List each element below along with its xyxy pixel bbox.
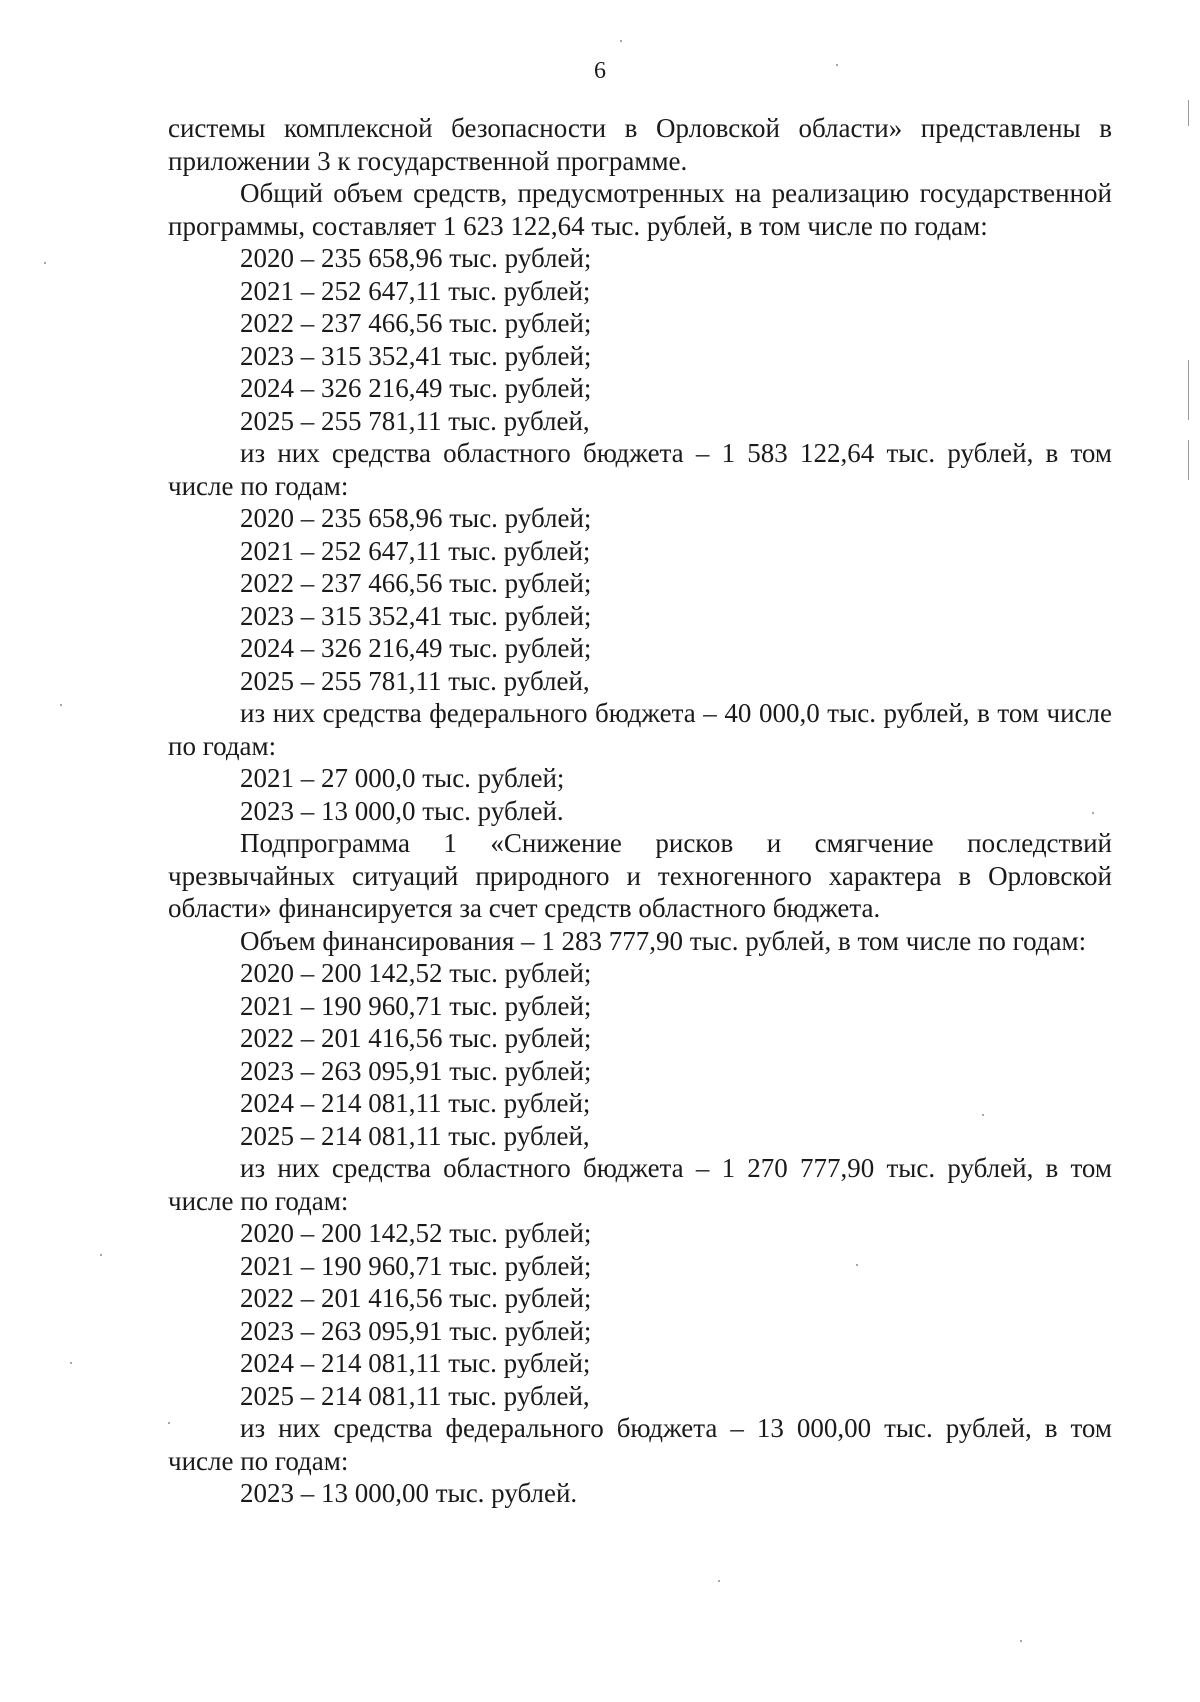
- page-number: 6: [594, 58, 606, 84]
- list-item: 2025 – 255 781,11 тыс. рублей,: [240, 665, 590, 696]
- subprogram-1-federal-by-year-list: [168, 1477, 1112, 1510]
- federal-budget-by-year-list: [168, 762, 1112, 827]
- list-item: 2021 – 190 960,71 тыс. рублей;: [240, 1250, 592, 1281]
- list-item: 2021 – 190 960,71 тыс. рублей;: [240, 990, 592, 1021]
- scan-speck: [620, 40, 622, 42]
- scan-speck: [718, 1580, 720, 1582]
- list-item: 2024 – 214 081,11 тыс. рублей;: [240, 1348, 591, 1378]
- subprogram-1-regional-by-year-list: [168, 1217, 1112, 1412]
- scan-speck: [836, 64, 838, 66]
- list-item: 2024 – 326 216,49 тыс. рублей;: [240, 373, 592, 403]
- list-item: 2022 – 237 466,56 тыс. рублей;: [240, 308, 592, 338]
- list-item: 2020 – 200 142,52 тыс. рублей;: [240, 958, 592, 988]
- paragraph-appendix-reference: системы комплексной безопасности в Орловской области» представлены в приложении 3 к государственной программе.: [168, 113, 1112, 176]
- list-item: 2024 – 214 081,11 тыс. рублей;: [240, 1088, 591, 1118]
- list-item: 2023 – 315 352,41 тыс. рублей;: [240, 340, 592, 371]
- scan-speck: [1020, 1640, 1022, 1642]
- list-item: 2023 – 13 000,00 тыс. рублей.: [240, 1478, 578, 1508]
- list-item: 2025 – 255 781,11 тыс. рублей,: [240, 405, 590, 436]
- scan-edge-mark: [1188, 100, 1189, 126]
- scan-speck: [168, 1422, 170, 1424]
- scan-edge-mark: [1188, 440, 1189, 480]
- list-item: 2022 – 237 466,56 тыс. рублей;: [240, 568, 592, 598]
- paragraph-subprogram-1: Подпрограмма 1 «Снижение рисков и смягчение последствий чрезвычайных ситуаций природного и техногенного характера в Орловской области» финансируется за счет средств областного бюджета.: [168, 828, 1112, 923]
- total-funding-by-year-list: [168, 242, 1112, 437]
- scan-speck: [60, 704, 62, 706]
- list-item: 2021 – 252 647,11 тыс. рублей;: [240, 535, 591, 566]
- list-item: 2023 – 263 095,91 тыс. рублей;: [240, 1315, 592, 1346]
- scan-speck: [982, 1114, 984, 1116]
- scan-speck: [70, 1362, 72, 1364]
- document-body: [168, 112, 1112, 1510]
- regional-budget-by-year-list: [168, 502, 1112, 697]
- list-item: 2023 – 263 095,91 тыс. рублей;: [240, 1055, 592, 1086]
- scan-speck: [100, 1254, 102, 1256]
- list-item: 2021 – 27 000,0 тыс. рублей;: [240, 763, 565, 793]
- scan-speck: [1092, 812, 1094, 814]
- list-item: 2022 – 201 416,56 тыс. рублей;: [240, 1023, 592, 1053]
- list-item: 2025 – 214 081,11 тыс. рублей,: [240, 1120, 590, 1151]
- subprogram-1-funding-by-year-list: [168, 957, 1112, 1152]
- list-item: 2024 – 326 216,49 тыс. рублей;: [240, 633, 592, 663]
- scan-speck: [44, 262, 46, 264]
- paragraph-subprogram-1-regional: из них средства областного бюджета – 1 270 777,90 тыс. рублей, в том числе по годам:: [168, 1153, 1112, 1216]
- list-item: 2020 – 235 658,96 тыс. рублей;: [240, 503, 592, 533]
- paragraph-federal-budget: из них средства федерального бюджета – 40 000,0 тыс. рублей, в том числе по годам:: [168, 698, 1112, 761]
- list-item: 2023 – 315 352,41 тыс. рублей;: [240, 600, 592, 631]
- list-item: 2025 – 214 081,11 тыс. рублей,: [240, 1380, 590, 1411]
- list-item: 2022 – 201 416,56 тыс. рублей;: [240, 1283, 592, 1313]
- list-item: 2021 – 252 647,11 тыс. рублей;: [240, 275, 591, 306]
- list-item: 2023 – 13 000,0 тыс. рублей.: [240, 795, 564, 826]
- list-item: 2020 – 200 142,52 тыс. рублей;: [240, 1218, 592, 1248]
- paragraph-total-funding: Общий объем средств, предусмотренных на реализацию государственной программы, составляет 1 623 122,64 тыс. рублей, в том числе по годам:: [168, 178, 1112, 241]
- list-item: 2020 – 235 658,96 тыс. рублей;: [240, 243, 592, 273]
- paragraph-subprogram-1-federal: из них средства федерального бюджета – 13 000,00 тыс. рублей, в том числе по годам:: [168, 1413, 1112, 1476]
- paragraph-regional-budget: из них средства областного бюджета – 1 583 122,64 тыс. рублей, в том числе по годам:: [168, 438, 1112, 501]
- scan-edge-mark: [1188, 360, 1189, 420]
- scan-speck: [856, 1264, 858, 1266]
- paragraph-subprogram-1-funding: Объем финансирования – 1 283 777,90 тыс. рублей, в том числе по годам:: [240, 925, 1087, 956]
